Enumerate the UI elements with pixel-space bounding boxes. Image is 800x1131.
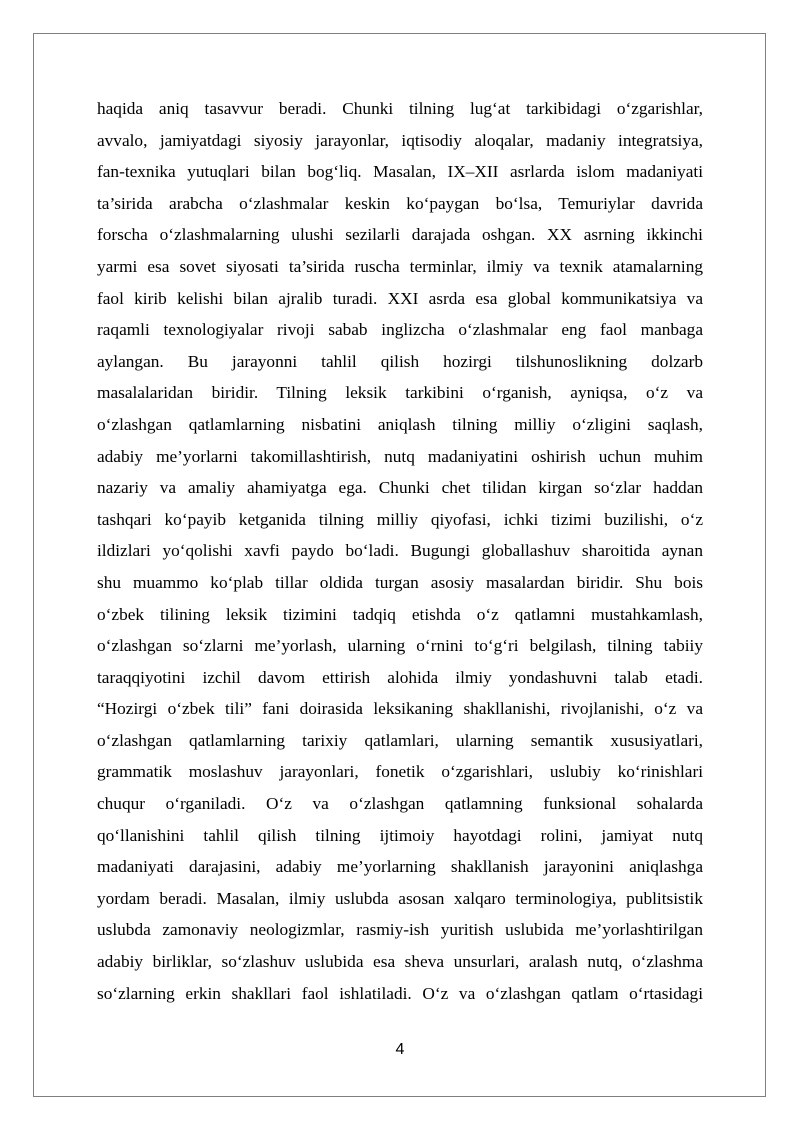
text-line: qo‘llanishini tahlil qilish tilning ijtimoiy hayotdagi rolini, jamiyat nutq xyxy=(97,825,703,845)
text-line: forscha o‘zlashmalarning ulushi sezilarli darajada oshgan. XX asrning ikkinchi xyxy=(97,225,703,245)
text-line: adabiy birliklar, so‘zlashuv uslubida esa sheva unsurlari, aralash nutq, o‘zlashma xyxy=(97,952,703,972)
text-line: yarmi esa sovet siyosati ta’sirida ruscha terminlar, ilmiy va texnik atamalarning xyxy=(97,256,703,276)
text-line: o‘zlashgan qatlamlarning nisbatini aniqlash tilning milliy o‘zligini saqlash, xyxy=(97,414,703,434)
text-line: o‘zlashgan so‘zlarni me’yorlash, ularning o‘rnini to‘g‘ri belgilash, tilning tabiiy xyxy=(97,636,703,656)
text-line: faol kirib kelishi bilan ajralib turadi. XXI asrda esa global kommunikatsiya va xyxy=(97,288,703,308)
text-line: ildizlari yo‘qolishi xavfi paydo bo‘ladi. Bugungi globallashuv sharoitida aynan xyxy=(97,541,703,561)
text-line: so‘zlarning erkin shakllari faol ishlatiladi. O‘z va o‘zlashgan qatlam o‘rtasidagi xyxy=(97,983,703,1003)
page-number: 4 xyxy=(395,1041,405,1058)
text-line: uslubda zamonaviy neologizmlar, rasmiy-ish yuritish uslubida me’yorlashtirilgan xyxy=(97,920,703,940)
text-line: aylangan. Bu jarayonni tahlil qilish hozirgi tilshunoslikning dolzarb xyxy=(97,351,703,371)
text-line: yordam beradi. Masalan, ilmiy uslubda asosan xalqaro terminologiya, publitsistik xyxy=(97,888,703,908)
text-line: avvalo, jamiyatdagi siyosiy jarayonlar, iqtisodiy aloqalar, madaniy integratsiya, xyxy=(97,130,703,150)
text-line: haqida aniq tasavvur beradi. Chunki tilning lug‘at tarkibidagi o‘zgarishlar, xyxy=(97,99,703,118)
body-text xyxy=(97,93,703,1009)
text-line: raqamli texnologiyalar rivoji sabab inglizcha o‘zlashmalar eng faol manbaga xyxy=(97,320,703,340)
text-line: ta’sirida arabcha o‘zlashmalar keskin ko‘paygan bo‘lsa, Temuriylar davrida xyxy=(97,193,703,213)
text-line: masalalaridan biridir. Tilning leksik tarkibini o‘rganish, ayniqsa, o‘z va xyxy=(97,383,703,403)
text-line: madaniyati darajasini, adabiy me’yorlarning shakllanish jarayonini aniqlashga xyxy=(97,857,703,877)
text-line: grammatik moslashuv jarayonlari, fonetik o‘zgarishlari, uslubiy ko‘rinishlari xyxy=(97,762,703,782)
text-line: shu muammo ko‘plab tillar oldida turgan asosiy masalardan biridir. Shu bois xyxy=(97,572,703,592)
text-line: chuqur o‘rganiladi. O‘z va o‘zlashgan qatlamning funksional sohalarda xyxy=(97,794,703,814)
text-line: “Hozirgi o‘zbek tili” fani doirasida leksikaning shakllanishi, rivojlanishi, o‘z va xyxy=(97,699,703,719)
text-line: taraqqiyotini izchil davom ettirish alohida ilmiy yondashuvni talab etadi. xyxy=(97,667,703,687)
text-line: adabiy me’yorlarni takomillashtirish, nutq madaniyatini oshirish uchun muhim xyxy=(97,446,703,466)
text-line: nazariy va amaliy ahamiyatga ega. Chunki chet tilidan kirgan so‘zlar haddan xyxy=(97,478,703,498)
text-line: o‘zbek tilining leksik tizimini tadqiq etishda o‘z qatlamni mustahkamlash, xyxy=(97,604,703,624)
text-line: tashqari ko‘payib ketganida tilning milliy qiyofasi, ichki tizimi buzilishi, o‘z xyxy=(97,509,703,529)
text-line: fan-texnika yutuqlari bilan bog‘liq. Masalan, IX–XII asrlarda islom madaniyati xyxy=(97,162,703,182)
text-line: o‘zlashgan qatlamlarning tarixiy qatlamlari, ularning semantik xususiyatlari, xyxy=(97,730,703,750)
